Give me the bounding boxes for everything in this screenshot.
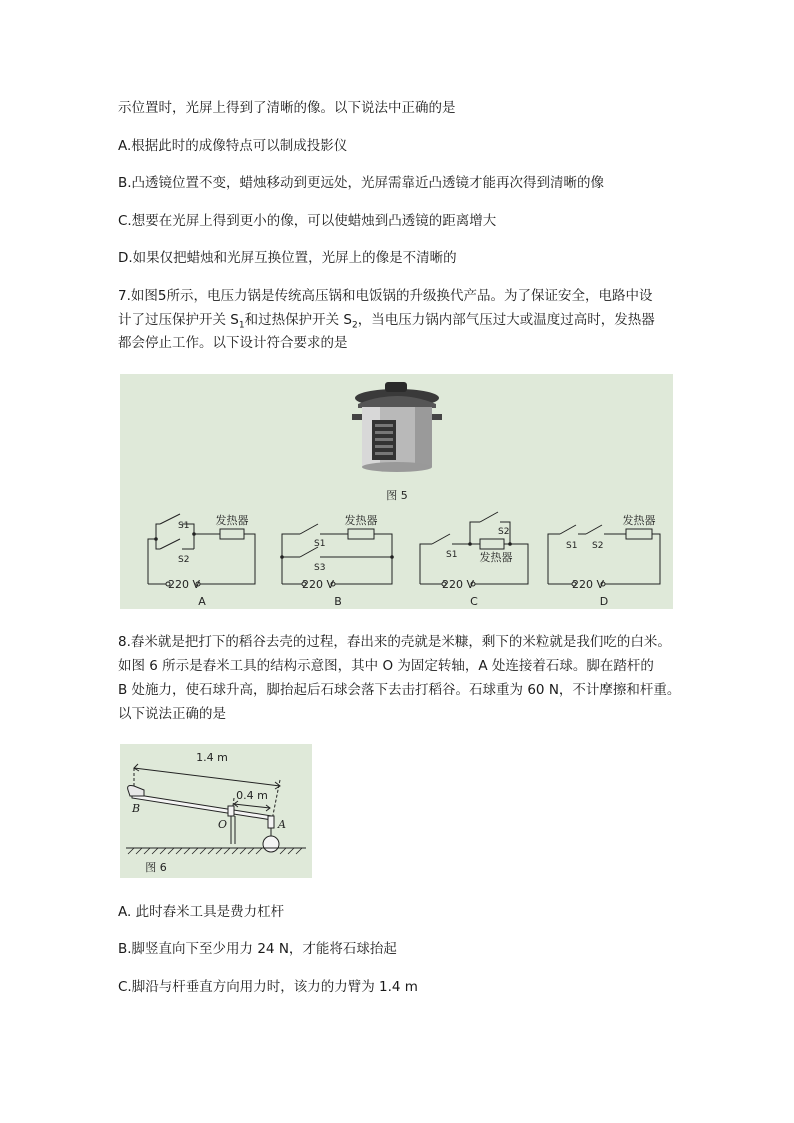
fig6-caption: 图 6 bbox=[145, 861, 167, 874]
q6-option-d: D.如果仅把蜡烛和光屏互换位置，光屏上的像是不清晰的 bbox=[118, 250, 457, 266]
q8-option-a: A. 此时舂米工具是费力杠杆 bbox=[118, 904, 285, 920]
svg-text:S1: S1 bbox=[314, 539, 326, 549]
q8-stem-line2: 如图 6 所示是舂米工具的结构示意图，其中 O 为固定转轴，A 处连接着石球。脚在踏杆的 bbox=[118, 658, 654, 674]
fig5-caption: 图 5 bbox=[386, 489, 408, 502]
circuit-c bbox=[420, 512, 528, 584]
svg-text:S2: S2 bbox=[498, 527, 510, 537]
q8-stem-line1: 8.舂米就是把打下的稻谷去壳的过程，舂出来的壳就是米糠，剩下的米粒就是我们吃的白米。 bbox=[118, 634, 671, 650]
q8-option-c: C.脚沿与杆垂直方向用力时，该力的力臂为 1.4 m bbox=[118, 979, 418, 995]
svg-text:发热器: 发热器 bbox=[479, 551, 513, 564]
svg-text:220 V: 220 V bbox=[571, 578, 605, 591]
fig5-option-b-label: B bbox=[334, 595, 342, 608]
svg-text:220 V: 220 V bbox=[441, 578, 475, 591]
svg-text:S1: S1 bbox=[566, 541, 578, 551]
q7-stem-line1: 7.如图5所示，电压力锅是传统高压锅和电饭锅的升级换代产品。为了保证安全，电路中设 bbox=[118, 288, 653, 304]
q7-stem-line2: 计了过压保护开关 $S_1$和过热保护开关 $S_2$，当电压力锅内部气压过大或温度过高时，发热器 bbox=[118, 312, 655, 331]
q6-stem-continuation: 示位置时，光屏上得到了清晰的像。以下说法中正确的是 bbox=[118, 100, 456, 116]
figure-5 bbox=[120, 374, 673, 609]
svg-text:S1: S1 bbox=[178, 521, 190, 531]
q6-option-c: C.想要在光屏上得到更小的像，可以使蜡烛到凸透镜的距离增大 bbox=[118, 213, 497, 229]
q6-option-b: B.凸透镜位置不变，蜡烛移动到更远处，光屏需靠近凸透镜才能再次得到清晰的像 bbox=[118, 175, 605, 191]
svg-text:S3: S3 bbox=[314, 563, 326, 573]
fig5-option-a-label: A bbox=[198, 595, 206, 608]
fig6-length-1-4m: 1.4 m bbox=[196, 751, 228, 764]
fig6-length-0-4m: 0.4 m bbox=[236, 789, 268, 802]
fig6-point-b: B bbox=[132, 802, 141, 815]
q8-stem-line3: B 处施力，使石球升高，脚抬起后石球会落下去击打稻谷。石球重为 60 N，不计摩擦和杆重。 bbox=[118, 682, 681, 698]
fig6-point-o: O bbox=[218, 818, 228, 831]
svg-text:发热器: 发热器 bbox=[215, 514, 249, 527]
svg-text:S2: S2 bbox=[592, 541, 604, 551]
circuit-d bbox=[548, 525, 660, 584]
fig6-point-a: A bbox=[278, 818, 286, 831]
svg-text:S2: S2 bbox=[178, 555, 190, 565]
q8-option-b: B.脚竖直向下至少用力 24 N，才能将石球抬起 bbox=[118, 941, 397, 957]
fig5-option-d-label: D bbox=[599, 595, 609, 608]
q7-stem-line3: 都会停止工作。以下设计符合要求的是 bbox=[118, 335, 348, 351]
svg-text:220 V: 220 V bbox=[301, 578, 335, 591]
fig5-option-c-label: C bbox=[470, 595, 478, 608]
svg-text:发热器: 发热器 bbox=[622, 514, 656, 527]
q8-stem-line4: 以下说法正确的是 bbox=[118, 706, 226, 722]
q6-option-a: A.根据此时的成像特点可以制成投影仪 bbox=[118, 138, 348, 154]
svg-text:S1: S1 bbox=[446, 550, 458, 560]
figure-6 bbox=[120, 744, 312, 878]
circuit-b bbox=[282, 524, 392, 584]
pressure-cooker-illustration bbox=[352, 382, 442, 472]
svg-text:发热器: 发热器 bbox=[344, 514, 378, 527]
svg-text:220 V: 220 V bbox=[167, 578, 201, 591]
